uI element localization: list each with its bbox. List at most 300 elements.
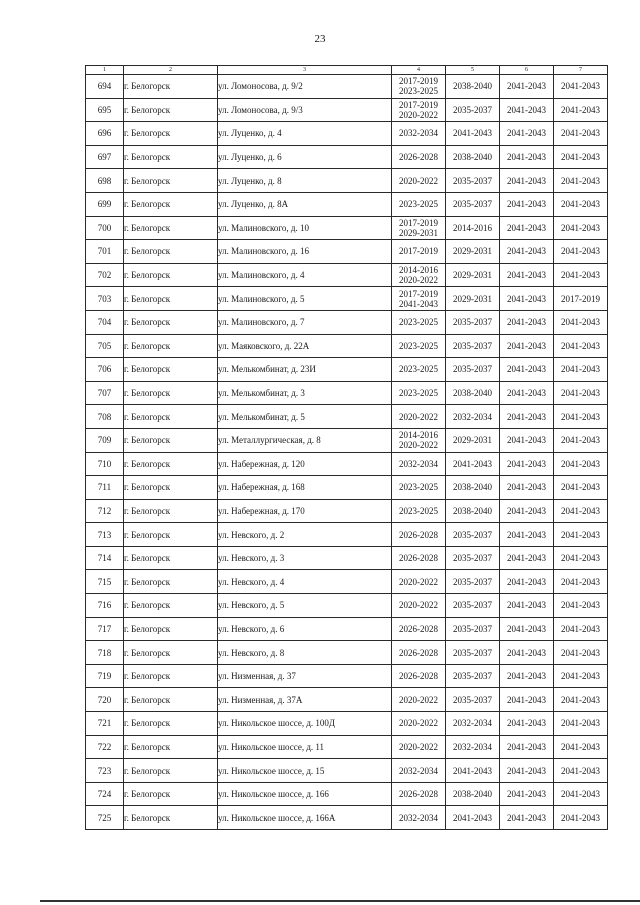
table-row xyxy=(86,240,608,264)
period-line: 2020-2022 xyxy=(399,175,438,186)
period-col5-cell: 2029-2031 xyxy=(446,287,500,311)
row-number-cell: 710 xyxy=(86,452,124,476)
period-col6-cell: 2041-2043 xyxy=(500,240,554,264)
row-number-cell: 724 xyxy=(86,782,124,806)
table-row xyxy=(86,192,608,216)
period-col5-cell: 2035-2037 xyxy=(446,688,500,712)
address-cell: ул. Никольское шоссе, д. 100Д xyxy=(218,712,392,736)
address-cell: ул. Невского, д. 4 xyxy=(218,570,392,594)
period-line: 2020-2022 xyxy=(399,275,438,286)
row-number-cell: 718 xyxy=(86,641,124,665)
column-number-header: 7 xyxy=(554,66,608,75)
page-bottom-border xyxy=(40,900,640,902)
city-cell: г. Белогорск xyxy=(124,523,218,547)
period-col4-cell xyxy=(392,145,446,169)
period-line: 2029-2031 xyxy=(399,227,438,238)
city-cell: г. Белогорск xyxy=(124,240,218,264)
row-number-cell: 717 xyxy=(86,617,124,641)
period-col6-cell: 2041-2043 xyxy=(500,216,554,240)
period-col4-cell xyxy=(392,476,446,500)
period-col6-cell: 2041-2043 xyxy=(500,75,554,99)
period-line: 2026-2028 xyxy=(399,152,438,163)
period-col4-cell xyxy=(392,570,446,594)
period-col4-cell xyxy=(392,381,446,405)
period-col4-cell xyxy=(392,334,446,358)
city-cell: г. Белогорск xyxy=(124,759,218,783)
period-col5-cell: 2041-2043 xyxy=(446,759,500,783)
period-col7-cell: 2041-2043 xyxy=(554,546,608,570)
period-col4-cell xyxy=(392,617,446,641)
period-col5-cell: 2038-2040 xyxy=(446,476,500,500)
city-cell: г. Белогорск xyxy=(124,782,218,806)
row-number-cell: 696 xyxy=(86,122,124,146)
column-number-header: 1 xyxy=(86,66,124,75)
period-col7-cell: 2041-2043 xyxy=(554,169,608,193)
period-line: 2032-2034 xyxy=(399,765,438,776)
table-row xyxy=(86,664,608,688)
period-col5-cell: 2029-2031 xyxy=(446,428,500,452)
period-col4-cell xyxy=(392,523,446,547)
period-col4-cell xyxy=(392,287,446,311)
city-cell: г. Белогорск xyxy=(124,381,218,405)
city-cell: г. Белогорск xyxy=(124,334,218,358)
period-line: 2023-2025 xyxy=(399,340,438,351)
period-line: 2026-2028 xyxy=(399,529,438,540)
column-number-header: 6 xyxy=(500,66,554,75)
table-row xyxy=(86,216,608,240)
period-col4-cell xyxy=(392,735,446,759)
period-col5-cell: 2038-2040 xyxy=(446,381,500,405)
city-cell: г. Белогорск xyxy=(124,452,218,476)
table-row xyxy=(86,712,608,736)
address-cell: ул. Металлургическая, д. 8 xyxy=(218,428,392,452)
period-line: 2026-2028 xyxy=(399,553,438,564)
period-col5-cell: 2032-2034 xyxy=(446,735,500,759)
period-col4-cell xyxy=(392,782,446,806)
period-col6-cell: 2041-2043 xyxy=(500,523,554,547)
row-number-cell: 700 xyxy=(86,216,124,240)
period-col6-cell: 2041-2043 xyxy=(500,145,554,169)
period-col7-cell: 2041-2043 xyxy=(554,145,608,169)
period-col5-cell: 2035-2037 xyxy=(446,334,500,358)
period-col4-cell xyxy=(392,75,446,99)
city-cell: г. Белогорск xyxy=(124,405,218,429)
period-line: 2017-2019 xyxy=(399,99,438,110)
period-col6-cell: 2041-2043 xyxy=(500,476,554,500)
period-col6-cell: 2041-2043 xyxy=(500,594,554,618)
period-col5-cell: 2014-2016 xyxy=(446,216,500,240)
address-cell: ул. Малиновского, д. 16 xyxy=(218,240,392,264)
period-col6-cell: 2041-2043 xyxy=(500,310,554,334)
period-line: 2020-2022 xyxy=(399,741,438,752)
period-line: 2020-2022 xyxy=(399,440,438,451)
period-line: 2032-2034 xyxy=(399,458,438,469)
period-col4-cell xyxy=(392,358,446,382)
period-col4-cell xyxy=(392,428,446,452)
city-cell: г. Белогорск xyxy=(124,428,218,452)
period-col4-cell xyxy=(392,452,446,476)
city-cell: г. Белогорск xyxy=(124,98,218,122)
period-line: 2020-2022 xyxy=(399,109,438,120)
period-col6-cell: 2041-2043 xyxy=(500,98,554,122)
table-row xyxy=(86,405,608,429)
period-col6-cell: 2041-2043 xyxy=(500,617,554,641)
city-cell: г. Белогорск xyxy=(124,263,218,287)
table-row xyxy=(86,122,608,146)
table-row xyxy=(86,334,608,358)
period-col5-cell: 2035-2037 xyxy=(446,169,500,193)
address-cell: ул. Ломоносова, д. 9/2 xyxy=(218,75,392,99)
period-col7-cell: 2041-2043 xyxy=(554,98,608,122)
address-cell: ул. Никольское шоссе, д. 166А xyxy=(218,806,392,830)
period-col6-cell: 2041-2043 xyxy=(500,735,554,759)
table-row xyxy=(86,759,608,783)
city-cell: г. Белогорск xyxy=(124,169,218,193)
period-col4-cell xyxy=(392,664,446,688)
row-number-cell: 713 xyxy=(86,523,124,547)
period-col7-cell: 2041-2043 xyxy=(554,405,608,429)
column-number-header: 5 xyxy=(446,66,500,75)
period-col6-cell: 2041-2043 xyxy=(500,546,554,570)
period-col6-cell: 2041-2043 xyxy=(500,428,554,452)
row-number-cell: 697 xyxy=(86,145,124,169)
period-col7-cell: 2041-2043 xyxy=(554,216,608,240)
period-col4-cell xyxy=(392,405,446,429)
row-number-cell: 704 xyxy=(86,310,124,334)
address-cell: ул. Никольское шоссе, д. 11 xyxy=(218,735,392,759)
period-col4-cell xyxy=(392,216,446,240)
period-line: 2023-2025 xyxy=(399,199,438,210)
address-cell: ул. Луценко, д. 8 xyxy=(218,169,392,193)
period-line: 2023-2025 xyxy=(399,482,438,493)
table-row xyxy=(86,688,608,712)
address-cell: ул. Набережная, д. 170 xyxy=(218,499,392,523)
address-cell: ул. Невского, д. 6 xyxy=(218,617,392,641)
address-cell: ул. Малиновского, д. 7 xyxy=(218,310,392,334)
period-col5-cell: 2035-2037 xyxy=(446,98,500,122)
table-row xyxy=(86,806,608,830)
period-col6-cell: 2041-2043 xyxy=(500,782,554,806)
city-cell: г. Белогорск xyxy=(124,192,218,216)
address-cell: ул. Невского, д. 3 xyxy=(218,546,392,570)
period-line: 2026-2028 xyxy=(399,623,438,634)
city-cell: г. Белогорск xyxy=(124,75,218,99)
period-col6-cell: 2041-2043 xyxy=(500,192,554,216)
city-cell: г. Белогорск xyxy=(124,499,218,523)
period-col7-cell: 2041-2043 xyxy=(554,452,608,476)
period-col5-cell: 2035-2037 xyxy=(446,192,500,216)
city-cell: г. Белогорск xyxy=(124,476,218,500)
address-cell: ул. Невского, д. 2 xyxy=(218,523,392,547)
city-cell: г. Белогорск xyxy=(124,145,218,169)
period-col7-cell: 2041-2043 xyxy=(554,240,608,264)
row-number-cell: 708 xyxy=(86,405,124,429)
table-row xyxy=(86,594,608,618)
period-col6-cell: 2041-2043 xyxy=(500,499,554,523)
period-line: 2041-2043 xyxy=(399,298,438,309)
period-col5-cell: 2038-2040 xyxy=(446,499,500,523)
period-col7-cell: 2041-2043 xyxy=(554,570,608,594)
city-cell: г. Белогорск xyxy=(124,358,218,382)
period-col6-cell: 2041-2043 xyxy=(500,122,554,146)
row-number-cell: 712 xyxy=(86,499,124,523)
row-number-cell: 695 xyxy=(86,98,124,122)
period-col7-cell: 2041-2043 xyxy=(554,617,608,641)
table-row xyxy=(86,735,608,759)
period-col5-cell: 2029-2031 xyxy=(446,240,500,264)
period-col5-cell: 2029-2031 xyxy=(446,263,500,287)
row-number-cell: 723 xyxy=(86,759,124,783)
period-col4-cell xyxy=(392,499,446,523)
column-number-header: 4 xyxy=(392,66,446,75)
period-line: 2017-2019 xyxy=(399,288,438,299)
period-col5-cell: 2035-2037 xyxy=(446,641,500,665)
column-number-row xyxy=(86,66,608,75)
period-line: 2026-2028 xyxy=(399,789,438,800)
table-row xyxy=(86,641,608,665)
city-cell: г. Белогорск xyxy=(124,688,218,712)
row-number-cell: 715 xyxy=(86,570,124,594)
period-col6-cell: 2041-2043 xyxy=(500,358,554,382)
period-col5-cell: 2035-2037 xyxy=(446,617,500,641)
period-col6-cell: 2041-2043 xyxy=(500,570,554,594)
address-cell: ул. Никольское шоссе, д. 15 xyxy=(218,759,392,783)
table-row xyxy=(86,476,608,500)
period-col5-cell: 2038-2040 xyxy=(446,145,500,169)
row-number-cell: 694 xyxy=(86,75,124,99)
city-cell: г. Белогорск xyxy=(124,287,218,311)
table-row xyxy=(86,782,608,806)
period-col5-cell: 2035-2037 xyxy=(446,523,500,547)
period-line: 2023-2025 xyxy=(399,505,438,516)
period-col4-cell xyxy=(392,122,446,146)
period-col5-cell: 2035-2037 xyxy=(446,546,500,570)
period-col7-cell: 2041-2043 xyxy=(554,806,608,830)
period-col6-cell: 2041-2043 xyxy=(500,334,554,358)
period-line: 2017-2019 xyxy=(399,246,438,257)
period-col4-cell xyxy=(392,310,446,334)
period-line: 2023-2025 xyxy=(399,364,438,375)
period-col4-cell xyxy=(392,240,446,264)
period-line: 2014-2016 xyxy=(399,430,438,441)
period-col4-cell xyxy=(392,641,446,665)
row-number-cell: 711 xyxy=(86,476,124,500)
period-col4-cell xyxy=(392,688,446,712)
period-col7-cell: 2041-2043 xyxy=(554,263,608,287)
period-col4-cell xyxy=(392,712,446,736)
city-cell: г. Белогорск xyxy=(124,546,218,570)
period-col4-cell xyxy=(392,192,446,216)
table-row xyxy=(86,499,608,523)
address-cell: ул. Маяковского, д. 22А xyxy=(218,334,392,358)
period-col6-cell: 2041-2043 xyxy=(500,287,554,311)
period-line: 2020-2022 xyxy=(399,600,438,611)
period-col5-cell: 2035-2037 xyxy=(446,358,500,382)
row-number-cell: 705 xyxy=(86,334,124,358)
row-number-cell: 720 xyxy=(86,688,124,712)
row-number-cell: 719 xyxy=(86,664,124,688)
address-cell: ул. Малиновского, д. 5 xyxy=(218,287,392,311)
period-line: 2032-2034 xyxy=(399,812,438,823)
table-row xyxy=(86,381,608,405)
page-number: 23 xyxy=(314,33,326,45)
city-cell: г. Белогорск xyxy=(124,806,218,830)
city-cell: г. Белогорск xyxy=(124,617,218,641)
table-row xyxy=(86,452,608,476)
period-col5-cell: 2041-2043 xyxy=(446,806,500,830)
period-col6-cell: 2041-2043 xyxy=(500,169,554,193)
period-col7-cell: 2041-2043 xyxy=(554,499,608,523)
address-cell: ул. Никольское шоссе, д. 166 xyxy=(218,782,392,806)
row-number-cell: 714 xyxy=(86,546,124,570)
row-number-cell: 699 xyxy=(86,192,124,216)
column-number-header: 2 xyxy=(124,66,218,75)
period-col6-cell: 2041-2043 xyxy=(500,641,554,665)
period-col5-cell: 2032-2034 xyxy=(446,712,500,736)
period-col6-cell: 2041-2043 xyxy=(500,712,554,736)
period-col6-cell: 2041-2043 xyxy=(500,263,554,287)
address-cell: ул. Луценко, д. 4 xyxy=(218,122,392,146)
address-cell: ул. Луценко, д. 8А xyxy=(218,192,392,216)
address-cell: ул. Набережная, д. 168 xyxy=(218,476,392,500)
row-number-cell: 701 xyxy=(86,240,124,264)
table-row xyxy=(86,169,608,193)
city-cell: г. Белогорск xyxy=(124,641,218,665)
period-col7-cell: 2041-2043 xyxy=(554,122,608,146)
period-col5-cell: 2032-2034 xyxy=(446,405,500,429)
period-line: 2032-2034 xyxy=(399,128,438,139)
row-number-cell: 722 xyxy=(86,735,124,759)
city-cell: г. Белогорск xyxy=(124,735,218,759)
period-col5-cell: 2038-2040 xyxy=(446,75,500,99)
period-line: 2020-2022 xyxy=(399,576,438,587)
period-col6-cell: 2041-2043 xyxy=(500,688,554,712)
period-col4-cell xyxy=(392,594,446,618)
table-body xyxy=(86,75,608,830)
table-row xyxy=(86,570,608,594)
period-line: 2023-2025 xyxy=(399,317,438,328)
row-number-cell: 702 xyxy=(86,263,124,287)
row-number-cell: 698 xyxy=(86,169,124,193)
period-col4-cell xyxy=(392,806,446,830)
period-col6-cell: 2041-2043 xyxy=(500,405,554,429)
period-col5-cell: 2041-2043 xyxy=(446,452,500,476)
period-col7-cell: 2041-2043 xyxy=(554,641,608,665)
period-col4-cell xyxy=(392,263,446,287)
period-line: 2023-2025 xyxy=(399,86,438,97)
period-col4-cell xyxy=(392,546,446,570)
row-number-cell: 725 xyxy=(86,806,124,830)
period-col5-cell: 2035-2037 xyxy=(446,310,500,334)
period-line: 2026-2028 xyxy=(399,647,438,658)
table-row xyxy=(86,546,608,570)
period-col4-cell xyxy=(392,169,446,193)
period-line: 2026-2028 xyxy=(399,671,438,682)
table-row xyxy=(86,145,608,169)
row-number-cell: 716 xyxy=(86,594,124,618)
address-cell: ул. Низменная, д. 37А xyxy=(218,688,392,712)
period-col6-cell: 2041-2043 xyxy=(500,806,554,830)
repair-schedule-table xyxy=(85,65,608,830)
address-cell: ул. Невского, д. 5 xyxy=(218,594,392,618)
period-col7-cell: 2041-2043 xyxy=(554,75,608,99)
period-col7-cell: 2041-2043 xyxy=(554,334,608,358)
table-row xyxy=(86,358,608,382)
period-col7-cell: 2041-2043 xyxy=(554,310,608,334)
table-row xyxy=(86,75,608,99)
period-line: 2014-2016 xyxy=(399,265,438,276)
period-col5-cell: 2035-2037 xyxy=(446,570,500,594)
row-number-cell: 706 xyxy=(86,358,124,382)
period-col7-cell: 2041-2043 xyxy=(554,594,608,618)
row-number-cell: 703 xyxy=(86,287,124,311)
city-cell: г. Белогорск xyxy=(124,310,218,334)
period-col4-cell xyxy=(392,98,446,122)
address-cell: ул. Мелькомбинат, д. 5 xyxy=(218,405,392,429)
period-line: 2020-2022 xyxy=(399,718,438,729)
table-row xyxy=(86,287,608,311)
table-row xyxy=(86,617,608,641)
city-cell: г. Белогорск xyxy=(124,712,218,736)
row-number-cell: 721 xyxy=(86,712,124,736)
address-cell: ул. Низменная, д. 37 xyxy=(218,664,392,688)
period-line: 2020-2022 xyxy=(399,411,438,422)
table-row xyxy=(86,98,608,122)
period-col5-cell: 2038-2040 xyxy=(446,782,500,806)
address-cell: ул. Ломоносова, д. 9/3 xyxy=(218,98,392,122)
period-col5-cell: 2035-2037 xyxy=(446,664,500,688)
address-cell: ул. Мелькомбинат, д. 23И xyxy=(218,358,392,382)
period-col7-cell: 2041-2043 xyxy=(554,192,608,216)
period-col6-cell: 2041-2043 xyxy=(500,759,554,783)
period-col7-cell: 2041-2043 xyxy=(554,523,608,547)
address-cell: ул. Невского, д. 8 xyxy=(218,641,392,665)
period-line: 2023-2025 xyxy=(399,388,438,399)
period-col6-cell: 2041-2043 xyxy=(500,664,554,688)
table-row xyxy=(86,523,608,547)
table-row xyxy=(86,428,608,452)
period-line: 2017-2019 xyxy=(399,76,438,87)
address-cell: ул. Луценко, д. 6 xyxy=(218,145,392,169)
period-col6-cell: 2041-2043 xyxy=(500,452,554,476)
period-col7-cell: 2041-2043 xyxy=(554,476,608,500)
period-col7-cell: 2041-2043 xyxy=(554,664,608,688)
period-col5-cell: 2041-2043 xyxy=(446,122,500,146)
period-col5-cell: 2035-2037 xyxy=(446,594,500,618)
address-cell: ул. Малиновского, д. 10 xyxy=(218,216,392,240)
period-col4-cell xyxy=(392,759,446,783)
city-cell: г. Белогорск xyxy=(124,216,218,240)
period-col7-cell: 2041-2043 xyxy=(554,688,608,712)
table-row xyxy=(86,310,608,334)
period-col7-cell: 2041-2043 xyxy=(554,735,608,759)
period-col7-cell: 2041-2043 xyxy=(554,712,608,736)
period-col7-cell: 2041-2043 xyxy=(554,358,608,382)
period-col6-cell: 2041-2043 xyxy=(500,381,554,405)
period-col7-cell: 2041-2043 xyxy=(554,381,608,405)
address-cell: ул. Малиновского, д. 4 xyxy=(218,263,392,287)
city-cell: г. Белогорск xyxy=(124,664,218,688)
period-col7-cell: 2041-2043 xyxy=(554,428,608,452)
period-col7-cell: 2017-2019 xyxy=(554,287,608,311)
table-row xyxy=(86,263,608,287)
period-col7-cell: 2041-2043 xyxy=(554,782,608,806)
column-number-header: 3 xyxy=(218,66,392,75)
period-col7-cell: 2041-2043 xyxy=(554,759,608,783)
city-cell: г. Белогорск xyxy=(124,570,218,594)
city-cell: г. Белогорск xyxy=(124,122,218,146)
period-line: 2017-2019 xyxy=(399,217,438,228)
